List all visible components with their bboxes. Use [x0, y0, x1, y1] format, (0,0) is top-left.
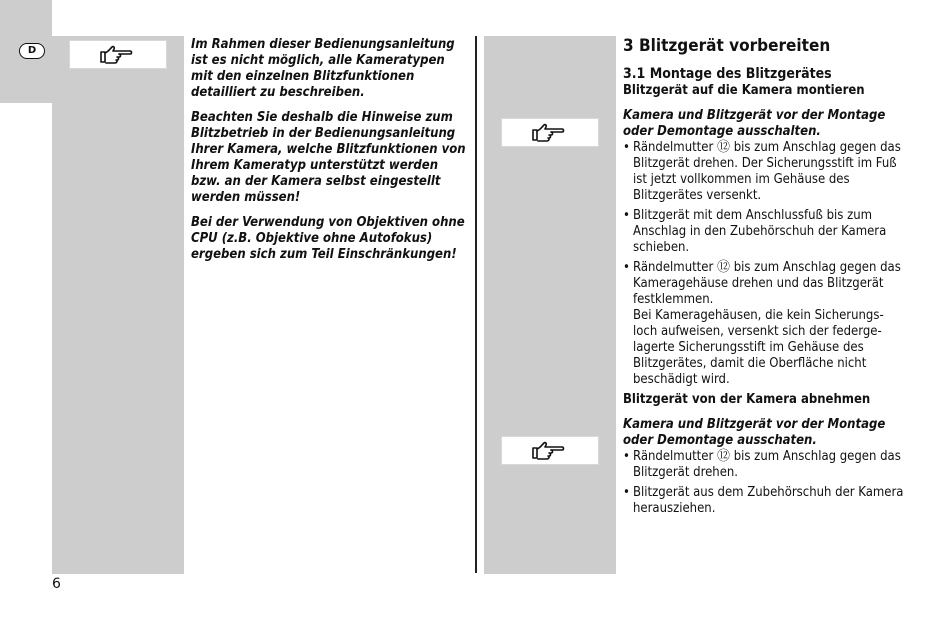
unmount-warning: Kamera und Blitzgerät vor der Montage oder Demontage ausschaten.: [623, 417, 886, 448]
mount-warning: Kamera und Blitzgerät vor der Montage oder Demontage ausschalten.: [623, 108, 886, 139]
list-item-continuation: Bei Kameragehäusen, die kein Sicherungs-loch aufweisen, versenkt sich der federge-lagerte Sicherungsstift im Gehäuse des Blitzgerätes, damit die Oberfläche nicht beschädigt wird.: [633, 308, 884, 387]
left-text-column: [191, 37, 466, 272]
subsection-heading: 3.1 Montage des Blitzgerätes: [623, 66, 832, 82]
right-margin-column: [484, 36, 616, 574]
page-number: 6: [52, 576, 61, 592]
list-item: • Blitzgerät aus dem Zubehörschuh der Kamera herausziehen.: [623, 485, 905, 517]
section-heading: 3 Blitzgerät vorbereiten: [623, 36, 831, 56]
notice-paragraph: Im Rahmen dieser Bedienungsanleitung ist es nicht möglich, alle Kameratypen mit den einzelnen Blitzfunktionen detailliert zu beschreiben.: [191, 37, 455, 100]
pointing-hand-icon: [530, 439, 570, 463]
mount-title: Blitzgerät auf die Kamera montieren: [623, 83, 865, 98]
list-item: • Rändelmutter ⑫ bis zum Anschlag gegen das Blitzgerät drehen.: [623, 449, 905, 481]
unmount-title: Blitzgerät von der Kamera abnehmen: [623, 392, 871, 407]
pointing-hand-icon: [530, 121, 570, 145]
right-text-column: [623, 35, 905, 521]
note-box-mount: [501, 118, 599, 147]
notice-paragraph: Bei der Verwendung von Objektiven ohne CPU (z.B. Objektive ohne Autofokus) ergeben sich zum Teil Einschränkungen!: [191, 215, 465, 262]
language-badge: D: [19, 43, 45, 59]
notice-paragraph: Beachten Sie deshalb die Hinweise zum Blitzbetrieb in der Bedienungsanleitung Ihrer Kamera, welche Blitzfunktionen von Ihrem Kameratyp unterstützt werden bzw. an der Kamera selbst eingestellt werden müssen!: [191, 110, 466, 205]
note-box-unmount: [501, 436, 599, 465]
list-item: • Blitzgerät mit dem Anschlussfuß bis zum Anschlag in den Zubehörschuh der Kamera schieben.: [623, 208, 905, 256]
note-box-left: [69, 40, 167, 69]
list-item: • Rändelmutter ⑫ bis zum Anschlag gegen das Blitzgerät drehen. Der Sicherungsstift im Fuß ist jetzt vollkommen im Gehäuse des Blitzgerätes versenkt.: [623, 140, 905, 204]
column-divider: [475, 36, 477, 573]
pointing-hand-icon: [98, 43, 138, 67]
list-item: [623, 260, 905, 388]
list-item-text: Rändelmutter ⑫ bis zum Anschlag gegen das Kameragehäuse drehen und das Blitzgerät festklemmen.: [633, 260, 901, 307]
mount-steps: [623, 140, 905, 388]
left-margin-column: [52, 36, 184, 574]
unmount-steps: [623, 449, 905, 517]
